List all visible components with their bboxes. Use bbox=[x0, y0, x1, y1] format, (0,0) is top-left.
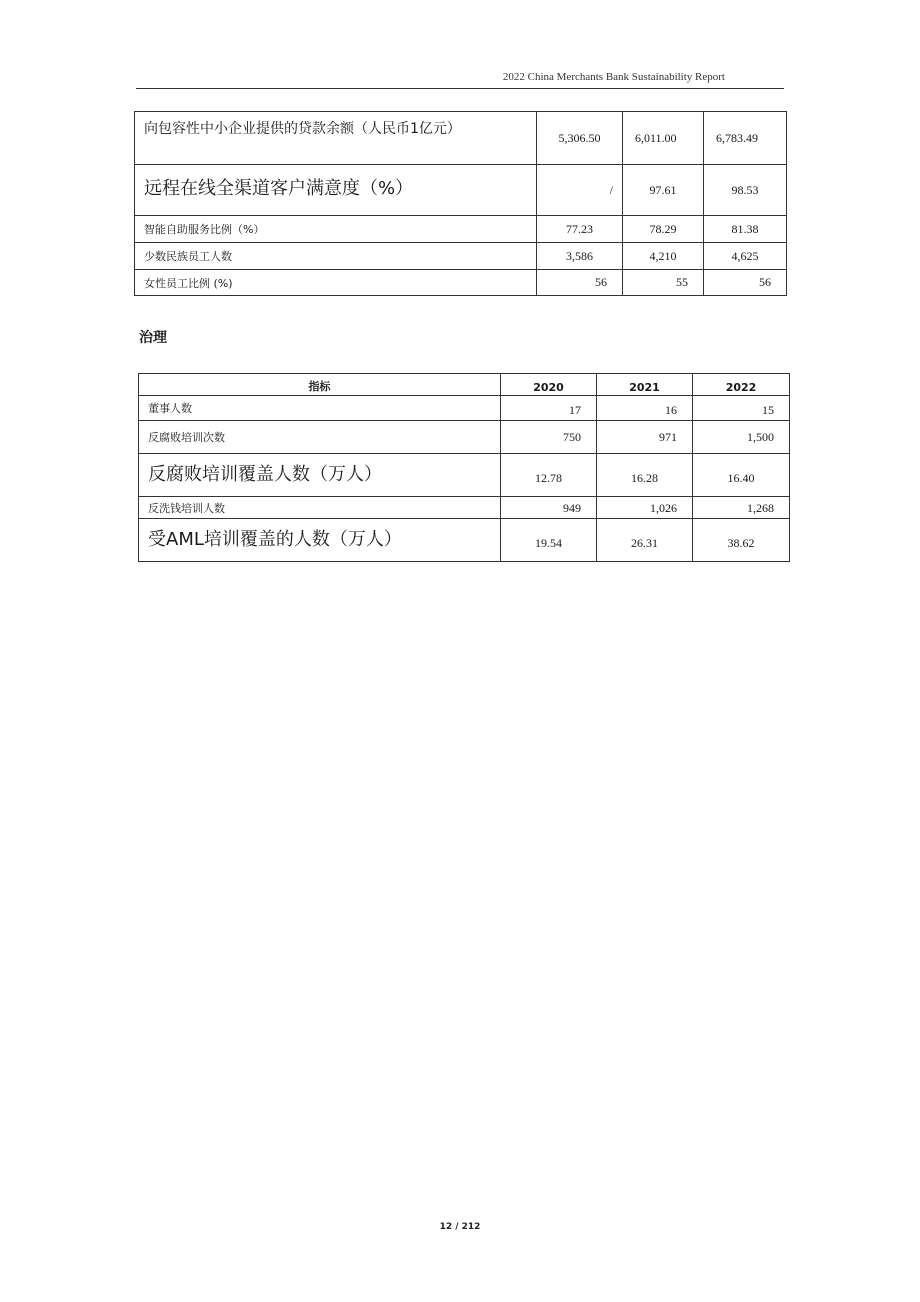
value-cell: 19.54 bbox=[501, 519, 597, 562]
value-cell: 4,625 bbox=[704, 243, 787, 270]
row-label: 反洗钱培训人数 bbox=[139, 497, 501, 519]
row-label: 少数民族员工人数 bbox=[135, 243, 537, 270]
value-cell: 3,586 bbox=[537, 243, 623, 270]
row-label: 智能自助服务比例（%） bbox=[135, 216, 537, 243]
value-cell: 15 bbox=[693, 396, 790, 421]
column-header: 指标 bbox=[139, 374, 501, 396]
column-header: 2022 bbox=[693, 374, 790, 396]
value-cell: 16 bbox=[597, 396, 693, 421]
value-cell: 56 bbox=[704, 270, 787, 296]
table-row bbox=[135, 165, 787, 216]
table-row bbox=[139, 396, 790, 421]
table-header-row bbox=[139, 374, 790, 396]
row-label: 向包容性中小企业提供的贷款余额（人民币1亿元） bbox=[135, 112, 537, 165]
value-cell: 98.53 bbox=[704, 165, 787, 216]
row-label: 受AML培训覆盖的人数（万人） bbox=[139, 519, 501, 562]
value-cell: 6,011.00 bbox=[623, 112, 704, 165]
value-cell: 16.28 bbox=[597, 454, 693, 497]
value-cell: 26.31 bbox=[597, 519, 693, 562]
table-row bbox=[135, 112, 787, 165]
table-row bbox=[139, 497, 790, 519]
table-row bbox=[139, 421, 790, 454]
value-cell: 81.38 bbox=[704, 216, 787, 243]
value-cell: 38.62 bbox=[693, 519, 790, 562]
row-label: 远程在线全渠道客户满意度（%） bbox=[135, 165, 537, 216]
value-cell: 56 bbox=[537, 270, 623, 296]
report-header-title: 2022 China Merchants Bank Sustainability Report bbox=[502, 71, 725, 83]
page-number: 12 / 212 bbox=[439, 1222, 481, 1232]
value-cell: 78.29 bbox=[623, 216, 704, 243]
value-cell: 949 bbox=[501, 497, 597, 519]
value-cell: / bbox=[537, 165, 623, 216]
value-cell: 55 bbox=[623, 270, 704, 296]
table-row bbox=[135, 216, 787, 243]
table-row bbox=[139, 519, 790, 562]
social-metrics-table bbox=[134, 111, 787, 296]
value-cell: 4,210 bbox=[623, 243, 704, 270]
value-cell: 16.40 bbox=[693, 454, 790, 497]
governance-table bbox=[138, 373, 790, 562]
column-header: 2021 bbox=[597, 374, 693, 396]
value-cell: 750 bbox=[501, 421, 597, 454]
value-cell: 5,306.50 bbox=[537, 112, 623, 165]
column-header: 2020 bbox=[501, 374, 597, 396]
row-label: 董事人数 bbox=[139, 396, 501, 421]
row-label: 反腐败培训覆盖人数（万人） bbox=[139, 454, 501, 497]
value-cell: 77.23 bbox=[537, 216, 623, 243]
value-cell: 1,268 bbox=[693, 497, 790, 519]
value-cell: 6,783.49 bbox=[704, 112, 787, 165]
value-cell: 17 bbox=[501, 396, 597, 421]
row-label: 女性员工比例 (%) bbox=[135, 270, 537, 296]
section-title: 治理 bbox=[139, 330, 167, 346]
value-cell: 97.61 bbox=[623, 165, 704, 216]
value-cell: 12.78 bbox=[501, 454, 597, 497]
header-divider bbox=[136, 88, 784, 89]
value-cell: 971 bbox=[597, 421, 693, 454]
value-cell: 1,500 bbox=[693, 421, 790, 454]
table-row bbox=[135, 243, 787, 270]
table-row bbox=[139, 454, 790, 497]
value-cell: 1,026 bbox=[597, 497, 693, 519]
row-label: 反腐败培训次数 bbox=[139, 421, 501, 454]
table-row bbox=[135, 270, 787, 296]
